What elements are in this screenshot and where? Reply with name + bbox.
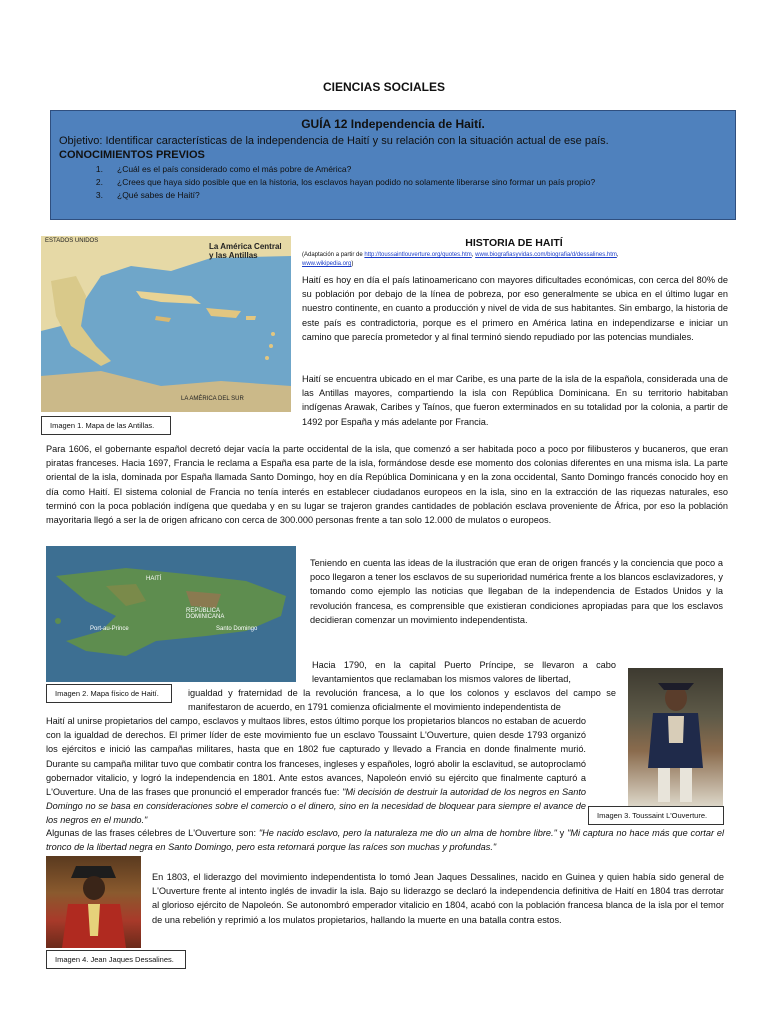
paragraph-3: Para 1606, el gobernante español decretó dejar vacía la parte occidental de la isla, que comenzó a ser habitada poco a poco por filibusteros y bucaneros, que eran piratas franceses. Hacia 1697, Francia le reclama a España esa parte de la isla, formándose desde ese momento dos colonias diferentes en una misma isla. La parte oriental de la isla, dominada por España llamada Santo Domingo, hoy en día República Dominicana y en la zona occidental, Santo Domingo francés conocido hoy en día como Haití. El sistema colonial de Francia no tenía interés en establecer ciudadanos europeos en la isla, sino en la extracción de las riquezas naturales, eso terminó con la poca población indígena que quedaba y en su lugar se trajeron grandes cantidades de población esclava proveniente de África, por eso la población mayoritaria llegó a ser la de origen africano con cerca de 300.000 personas frente a tan solo 12.000 de mulatos o europeos. — [46, 444, 728, 526]
paragraph-5-continued: igualdad y fraternidad de la revolución francesa, a lo que los colonos y esclavos del campo se manifestaron de acuerdo, en 1791 comienza oficialmente el movimiento independentista de — [188, 688, 616, 713]
sources-line: (Adaptación a partir de http://toussaintlouverture.org/quotes.htm, www.biografiasyvidas.com/biografia/d/dessalines.htm, www.wikipedia.org) — [302, 252, 619, 267]
toussaint-portrait-image — [628, 668, 723, 806]
map-title-line-2: y las Antillas — [209, 251, 258, 260]
map2-label-santo-domingo: Santo Domingo — [216, 626, 258, 632]
map-title-line-1: La América Central — [209, 242, 282, 251]
dessalines-portrait-image — [46, 856, 141, 948]
paragraph-5-main — [46, 714, 586, 828]
history-title: HISTORIA DE HAITÍ — [465, 237, 563, 249]
source-link-toussaint[interactable]: http://toussaintlouverture.org/quotes.htm — [364, 252, 472, 258]
map-label-us: ESTADOS UNIDOS — [45, 238, 99, 244]
dessalines-figure-drawing — [46, 856, 141, 948]
caption-map-antilles: Imagen 1. Mapa de las Antillas. — [41, 416, 171, 435]
question-text: ¿Cuál es el país considerado como el más pobre de América? — [117, 164, 352, 174]
map2-label-dominican-republic: REPÚBLICA DOMINICANA — [186, 608, 225, 620]
louverture-quote-2: "Mi captura no hace más que cortar el tronco de la libertad negra en Santo Domingo, pero esta retornará porque las raíces son muchas y profundas." — [46, 828, 724, 853]
guide-title: GUÍA 12 Independencia de Haití. — [301, 117, 485, 131]
question-text: ¿Crees que haya sido posible que en la historia, los esclavos hayan podido no solamente liberarse sino formar un país propio? — [117, 177, 596, 187]
guide-box — [50, 110, 736, 220]
question-item — [59, 176, 727, 189]
question-number: 1. — [95, 164, 103, 174]
objective-text: Objetivo: Identificar características de la independencia de Haití y su relación con la situación actual de ese país. — [59, 135, 609, 147]
question-number: 3. — [95, 190, 103, 200]
paragraph-6 — [46, 826, 724, 854]
sources-prefix: (Adaptación a partir de — [302, 252, 365, 258]
question-item — [59, 163, 727, 176]
antilles-map-drawing — [41, 236, 291, 412]
map2-label-haiti: HAITÍ — [146, 576, 162, 582]
louverture-quote-1: "He nacido esclavo, pero la naturaleza me dio un alma de hombre libre." — [258, 828, 557, 838]
toussaint-figure-drawing — [628, 668, 723, 806]
paragraph-5-text: Haití al unirse propietarios del campo, esclavos y multaos libres, estos último porque los propietarios blancos no estaban de acuerdo con la igualdad de derechos. El primer líder de este movimiento fue un esclavo Toussaint L'Ouverture, quien desde 1793 organizó los ejércitos e inició las campañas militares, hasta que en 1802 fue capturado y llevado a Francia en donde finalmente murió. Durante su campaña militar tuvo que combatir contra los franceses, ingleses y españoles, logró abolir la esclavitud, se autoproclamó gobernador vitalicio, y logró la independencia en 1801. Ante estos avances, Napoleón envió su ejército que finalmente capturó a L'Ouverture. Una de las frases que pronunció el emperador francés fue: — [46, 716, 586, 798]
source-link-wikipedia[interactable]: www.wikipedia.org — [302, 261, 352, 267]
paragraph-5-start: Hacia 1790, en la capital Puerto Príncipe, se llevaron a cabo levantamientos que reclamaban los mismos valores de libertad, — [312, 660, 616, 685]
caption-dessalines: Imagen 4. Jean Jaques Dessalines. — [46, 950, 186, 969]
paragraph-2: Haití se encuentra ubicado en el mar Caribe, es una parte de la isla de la española, considerada una de las Antillas mayores, compartiendo la isla con República Dominicana. En su territorio habitaban indígenas Arawak, Caribes y Taínos, que fueron exterminados en su totalidad por la colonia, a partir de 1492 por España y más adelante por Francia. — [302, 374, 728, 427]
map-title — [209, 242, 282, 260]
haiti-physical-map-image — [46, 546, 296, 682]
map2-label-port-au-prince: Port-au-Prince — [90, 626, 129, 632]
question-text: ¿Qué sabes de Haití? — [117, 190, 200, 200]
source-link-biografias[interactable]: www.biografiasyvidas.com/biografia/d/dessalines.htm — [475, 252, 617, 258]
quotes-intro: Algunas de las frases célebres de L'Ouverture son: — [46, 828, 259, 838]
caption-toussaint: Imagen 3. Toussaint L'Ouverture. — [588, 806, 724, 825]
question-item — [59, 189, 727, 202]
paragraph-7: En 1803, el liderazgo del movimiento independentista lo tomó Jean Jaques Dessalines, nacido en Guinea y quien había sido general de L'Ouverture frente al intento inglés de invadir la isla. Bajo su liderazgo se declaró la independencia definitiva de Haití en 1804 tras derrotar al glorioso ejército de Napoleón. Se autonombró emperador vitalicio en 1804, acabó con la población francesa blanca de la isla por el temor de una rebelión y reprimió a los mulatos propietarios, hallando la muerte en una batalla contra estos. — [152, 872, 724, 925]
prev-knowledge-title: CONOCIMIENTOS PREVIOS — [59, 149, 205, 161]
haiti-physical-map-drawing — [46, 546, 296, 682]
paragraph-4: Teniendo en cuenta las ideas de la ilustración que eran de origen francés y la conciencia que poco a poco llegaron a tener los esclavos de su superioridad numérica frente a los blancos esclavizadores, y tomando como ejemplo las noticias que llegaban de la independencia de Estados Unidos y la revolución francesa, es comprensible que existieran condiciones apropiadas para que los esclavos decidieran comenzar un movimiento independentista. — [310, 558, 723, 625]
antilles-map-image — [41, 236, 291, 412]
quotes-conjunction: y — [556, 828, 568, 838]
napoleon-quote: "Mi decisión de destruir la autoridad de los negros en Santo Domingo no se basa en consideraciones sobre el comercio o el dinero, sino en la necesidad de bloquear para siempre el avance de los negros en el mundo." — [46, 787, 586, 826]
question-number: 2. — [95, 177, 103, 187]
map-label-south: LA AMÉRICA DEL SUR — [181, 396, 244, 402]
page-title: CIENCIAS SOCIALES — [322, 80, 445, 94]
caption-map-haiti: Imagen 2. Mapa físico de Haití. — [46, 684, 172, 703]
paragraph-1: Haití es hoy en día el país latinoamericano con mayores dificultades económicas, con cerca del 80% de su población por debajo de la línea de pobreza, por eso generalmente se ubica en el último lugar en nuestro continente, en cuanto a producción y nivel de vida de sus habitantes. Sin embargo, la historia de este país es contradictoria, porque es el primero en América latina en independizarse e iniciar un camino que parecía prometedor y al final terminó siendo repudiado por las potencias mundiales. — [302, 275, 728, 342]
